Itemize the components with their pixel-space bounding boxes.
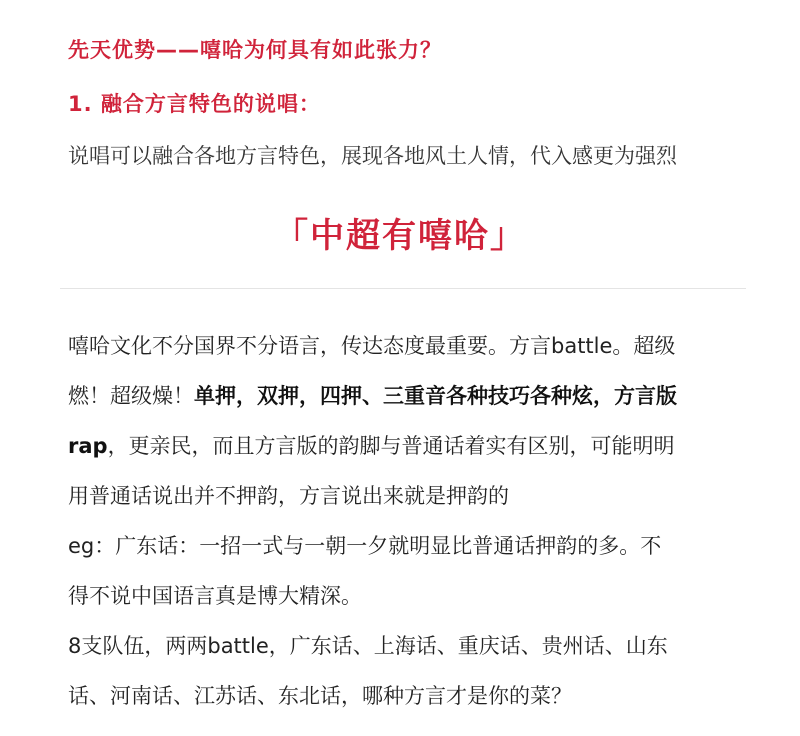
body-line-text: 8支队伍，两两battle，广东话、上海话、重庆话、贵州话、山东 (68, 634, 668, 658)
section-title: 先天优势——嘻哈为何具有如此张力？ (68, 38, 442, 62)
subsection-title: 1. 融合方言特色的说唱： (68, 92, 321, 116)
body-line-text: eg：广东话：一招一式与一朝一夕就明显比普通话押韵的多。不 (68, 534, 662, 558)
intro-paragraph: 说唱可以融合各地方言特色，展现各地风土人情，代入感更为强烈 (68, 144, 677, 168)
body-line (68, 530, 740, 560)
body-line-text: 得不说中国语言真是博大精深。 (68, 584, 362, 608)
body-line-text: 用普通话说出并不押韵，方言说出来就是押韵的 (68, 484, 509, 508)
body-line (68, 680, 740, 710)
body-line (68, 380, 740, 410)
body-line-emphasis: 单押，双押，四押、三重音各种技巧各种炫，方言版 (194, 384, 677, 408)
body-line (68, 430, 740, 460)
body-line-text: 嘻哈文化不分国界不分语言，传达态度最重要。方言battle。超级 (68, 334, 676, 358)
body-line (68, 630, 740, 660)
body-line (68, 580, 740, 610)
body-line (68, 480, 740, 510)
show-title-banner: 「中超有嘻哈」 (274, 216, 526, 256)
body-line (68, 330, 740, 360)
body-line-emphasis: rap (68, 434, 108, 458)
body-line-text: 话、河南话、江苏话、东北话，哪种方言才是你的菜？ (68, 684, 572, 708)
body-line-text: 燃！超级燥！ (68, 384, 194, 408)
divider (60, 288, 746, 289)
body-line-text: ，更亲民，而且方言版的韵脚与普通话着实有区别，可能明明 (107, 434, 675, 458)
